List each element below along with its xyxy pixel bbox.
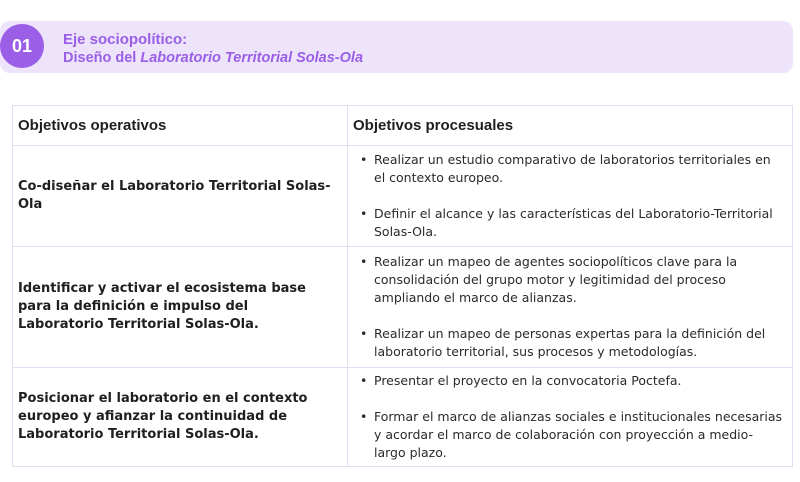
- bullet-list: [348, 372, 784, 462]
- table-row: [13, 247, 793, 368]
- col-header-processual: Objetivos procesuales: [348, 106, 793, 146]
- processual-objectives: [348, 247, 793, 368]
- operative-objective: Posicionar el laboratorio en el contexto europeo y afianzar la continuidad de Laboratorio Territorial Solas-Ola.: [13, 368, 348, 467]
- bullet-list: [348, 151, 784, 241]
- table-row: [13, 146, 793, 247]
- list-item: • Definir el alcance y las características del Laboratorio-Territorial Solas-Ola.: [374, 205, 784, 241]
- list-item: • Formar el marco de alianzas sociales e institucionales necesarias y acordar el marco de colaboración con proyección a medio-largo plazo.: [374, 408, 784, 462]
- operative-objective: Co-diseñar el Laboratorio Territorial Solas-Ola: [13, 146, 348, 247]
- processual-objectives: [348, 146, 793, 247]
- operative-objective: Identificar y activar el ecosistema base para la definición e impulso del Laboratorio Territorial Solas-Ola.: [13, 247, 348, 368]
- list-item: • Realizar un mapeo de agentes sociopolíticos clave para la consolidación del grupo motor y legitimidad del proceso ampliando el marco de alianzas.: [374, 253, 784, 307]
- list-item: • Realizar un mapeo de personas expertas para la definición del laboratorio territorial, sus procesos y metodologías.: [374, 325, 784, 361]
- bullet-list: [348, 253, 784, 361]
- list-item: • Realizar un estudio comparativo de laboratorios territoriales en el contexto europeo.: [374, 151, 784, 187]
- processual-objectives: [348, 368, 793, 467]
- section-subtitle: [63, 50, 363, 66]
- section-number-badge: 01: [0, 24, 44, 68]
- section-title: Eje sociopolítico:: [63, 31, 188, 48]
- col-header-operative: Objetivos operativos: [13, 106, 348, 146]
- subtitle-emphasis: Laboratorio Territorial Solas-Ola: [140, 50, 364, 66]
- table-header-row: [13, 106, 793, 146]
- table-row: [13, 368, 793, 467]
- list-item: • Presentar el proyecto en la convocatoria Poctefa.: [374, 372, 784, 390]
- subtitle-prefix: Diseño del: [63, 50, 141, 66]
- objectives-table: [12, 105, 793, 467]
